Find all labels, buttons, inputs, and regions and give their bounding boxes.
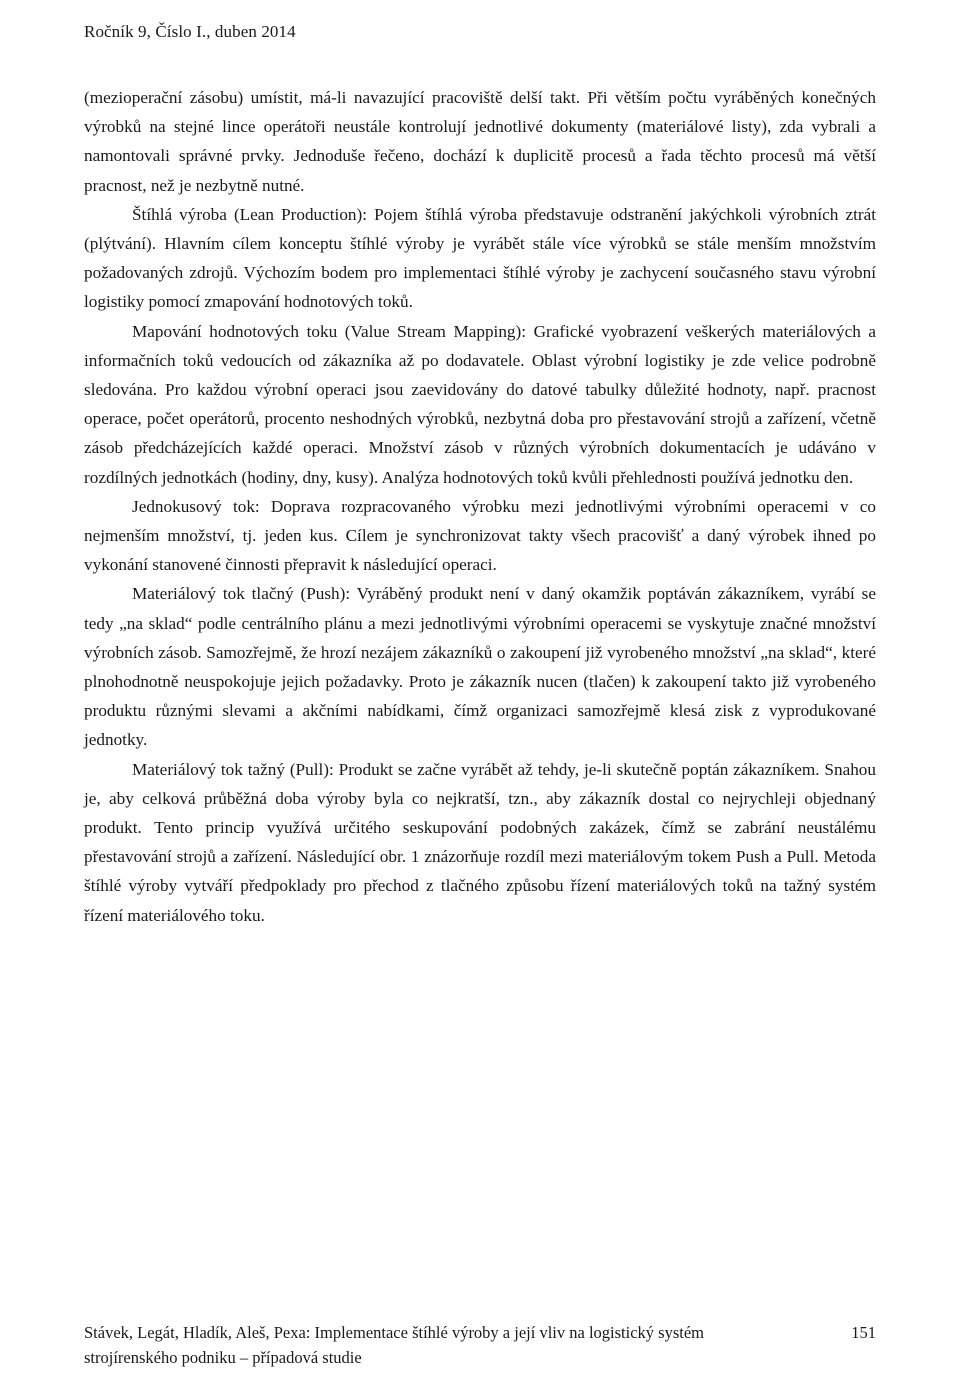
page-footer <box>84 1320 876 1370</box>
footer-citation: Stávek, Legát, Hladík, Aleš, Pexa: Implementace štíhlé výroby a její vliv na logistický systém strojírenského podniku – případová studie <box>84 1323 704 1367</box>
running-head: Ročník 9, Číslo I., duben 2014 <box>84 22 296 41</box>
paragraph-continuation: (mezioperační zásobu) umístit, má-li navazující pracoviště delší takt. Při větším počtu vyráběných konečných výrobků na stejné lince operátoři neustále kontrolují jednotlivé dokumenty (materiálové listy), zda vybrali a namontovali správné prvky. Jednoduše řečeno, dochází k duplicitě procesů a řada těchto procesů má větší pracnost, než je nezbytně nutné. <box>84 88 876 195</box>
article-body <box>84 83 876 930</box>
paragraph-push-flow: Materiálový tok tlačný (Push): Vyráběný produkt není v daný okamžik poptáván zákazníkem, vyrábí se tedy „na sklad“ podle centrálního plánu a mezi jednotlivými výrobními operacemi se vyskytuje značné množství výrobních zásob. Samozřejmě, že hrozí nezájem zákazníků o zakoupení již vyrobeného množství „na sklad“, které plnohodnotně neuspokojuje jejich požadavky. Proto je zákazník nucen (tlačen) k zakoupení takto již vyrobeného produktu různými slevami a akčními nabídkami, čímž organizaci samozřejmě klesá zisk z vyprodukované jednotky. <box>84 584 876 750</box>
paragraph-lean-production: Štíhlá výroba (Lean Production): Pojem štíhlá výroba představuje odstranění jakýchkoli výrobních ztrát (plýtvání). Hlavním cílem konceptu štíhlé výroby je vyrábět stále více výrobků se stále menším množstvím požadovaných zdrojů. Výchozím bodem pro implementaci štíhlé výroby je zachycení současného stavu výrobní logistiky pomocí zmapování hodnotových toků. <box>84 204 876 312</box>
paragraph-pull-flow: Materiálový tok tažný (Pull): Produkt se začne vyrábět až tehdy, je-li skutečně poptán zákazníkem. Snahou je, aby celková průběžná doba výroby byla co nejkratší, tzn., aby zákazník dostal co nejrychleji objednaný produkt. Tento princip využívá určitého seskupování podobných zakázek, čímž se zabrání neustálému přestavování strojů a zařízení. Následující obr. 1 znázorňuje rozdíl mezi materiálovým tokem Push a Pull. Metoda štíhlé výroby vytváří předpoklady pro přechod z tlačného způsobu řízení materiálových toků na tažný systém řízení materiálového toku. <box>84 759 876 925</box>
paragraph-value-stream-mapping: Mapování hodnotových toku (Value Stream Mapping): Grafické vyobrazení veškerých materiálových a informačních toků vedoucích od zákazníka až po dodavatele. Oblast výrobní logistiky je zde velice podrobně sledována. Pro každou výrobní operaci jsou zaevidovány do datové tabulky důležité hodnoty, např. pracnost operace, počet operátorů, procento neshodných výrobků, nezbytná doba pro přestavování strojů a zařízení, včetně zásob předcházejících každé operaci. Množství zásob v různých výrobních dokumentacích je udáváno v rozdílných jednotkách (hodiny, dny, kusy). Analýza hodnotových toků kvůli přehlednosti používá jednotku den. <box>84 321 876 487</box>
paragraph-single-piece-flow: Jednokusový tok: Doprava rozpracovaného výrobku mezi jednotlivými výrobními operacemi v co nejmenším množství, tj. jeden kus. Cílem je synchronizovat takty všech pracovišť a daný výrobek ihned po vykonání stanovené činnosti přepravit k následující operaci. <box>84 496 876 575</box>
page-number: 151 <box>851 1323 876 1342</box>
